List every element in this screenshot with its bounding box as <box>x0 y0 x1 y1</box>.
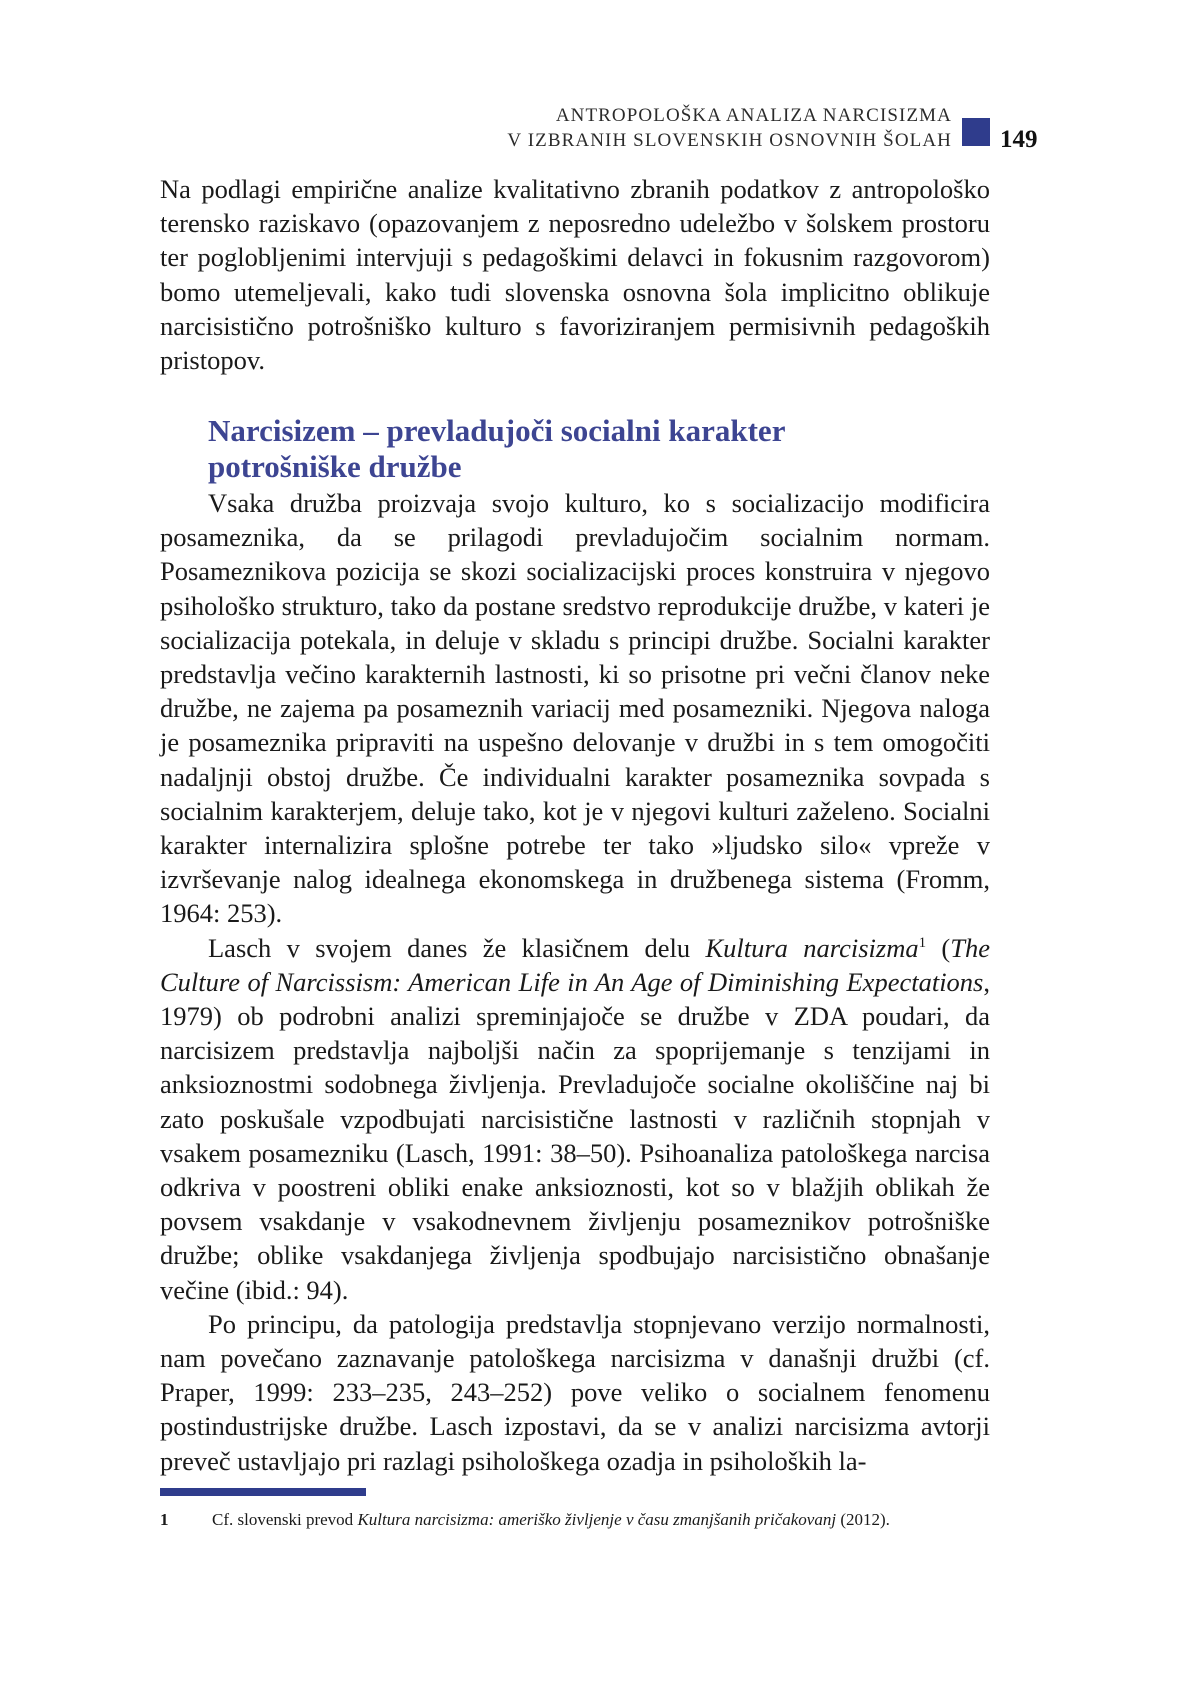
footnote-text <box>212 1509 992 1531</box>
paragraph-pathology: Po principu, da patologija predstavlja stopnjevano verzijo normalnosti, nam povečano zaznavanje patološkega narcisizma v današnji družbi (cf. Praper, 1999: 233–235, 243–252) pove veliko o socialnem fenomenu postindustrijske družbe. Lasch izpostavi, da se v analizi narcisizma avtorji preveč ustavljajo pri razlagi psihološkega ozadja in psiholoških la- <box>160 1308 990 1476</box>
section-heading <box>208 413 928 485</box>
page-number: 149 <box>1000 126 1038 153</box>
section-heading-line1: Narcisizem – prevladujoči socialni karakter <box>208 413 786 448</box>
intro-paragraph-block <box>160 172 990 377</box>
book-title: Kultura narcisizma <box>705 932 919 963</box>
footnote-reference: 1 <box>918 934 927 951</box>
footnote-number: 1 <box>160 1510 169 1529</box>
main-text-block <box>160 486 990 1478</box>
footnote-title: Kultura narcisizma: ameriško življenje v času zmanjšanih pričakovanj <box>357 1510 837 1529</box>
running-header-line2: V IZBRANIH SLOVENSKIH OSNOVNIH ŠOLAH <box>507 130 952 151</box>
paragraph-lasch <box>160 931 990 1307</box>
paragraph-lasch-part1: Lasch v svojem danes že klasičnem delu <box>208 932 706 963</box>
paragraph-lasch-part3: , 1979) ob podrobni analizi spreminjajoče se družbe v ZDA poudari, da narcisizem predstavlja najboljši način za spoprijemanje s tenzijami in anksioznostmi sodobnega življenja. Prevladujoče socialne okoliščine naj bi zato poskušale vzpodbujati narcisistične lastnosti v različnih stopnjah v vsakem posamezniku (Lasch, 1991: 38–50). Psihoanaliza patološkega narcisa odkriva v poostreni obliki enake anksioznosti, kot so v blažjih oblikah že povsem vsakdanje v vsakodnevnem življenju posameznikov potrošniške družbe; oblike vsakdanjega življenja spodbujajo narcisistično obnašanje večine (ibid.: 94). <box>160 966 990 1305</box>
footnote-text-prefix: Cf. slovenski prevod <box>212 1510 358 1529</box>
paragraph-social-character: Vsaka družba proizvaja svojo kulturo, ko s socializacijo modificira posameznika, da se prilagodi prevladujočim socialnim normam. Posameznikova pozicija se skozi socializacijski proces konstruira v njegovo psihološko strukturo, tako da postane sredstvo reprodukcije družbe, v kateri je socializacija potekala, in deluje v skladu s principi družbe. Socialni karakter predstavlja večino karakternih lastnosti, ki so prisotne pri večni članov neke družbe, ne zajema pa posameznih variacij med posamezniki. Njegova naloga je posameznika pripraviti na uspešno delovanje v družbi in s tem omogočiti nadaljnji obstoj družbe. Če individualni karakter posameznika sovpada s socialnim karakterjem, deluje tako, kot je v njegovi kulturi zaželeno. Socialni karakter internalizira splošne potrebe ter tako »ljudsko silo« vpreže v izvrševanje nalog idealnega ekonomskega in družbenega sistema (Fromm, 1964: 253). <box>160 488 990 929</box>
running-header-line1: ANTROPOLOŠKA ANALIZA NARCISIZMA <box>555 105 952 126</box>
header-square-marker <box>962 118 990 146</box>
original-book-title: The Culture of Narcissism: American Life in An Age of Diminishing Expectations <box>160 932 991 997</box>
section-heading-line2: potrošniške družbe <box>208 449 462 484</box>
intro-paragraph: Na podlagi empirične analize kvalitativno zbranih podatkov z antropološko terensko raziskavo (opazovanjem z neposredno udeležbo v šolskem prostoru ter poglobljenimi intervjuji s pedagoškimi delavci in fokusnim razgovorom) bomo utemeljevali, kako tudi slovenska osnovna šola implicitno oblikuje narcisistično potrošniško kulturo s favoriziranjem permisivnih pedagoških pristopov. <box>160 174 990 376</box>
footnote-separator <box>160 1488 366 1496</box>
running-header <box>352 103 952 153</box>
footnote-text-suffix: (2012). <box>836 1510 890 1529</box>
paragraph-lasch-part2: ( <box>926 932 951 963</box>
